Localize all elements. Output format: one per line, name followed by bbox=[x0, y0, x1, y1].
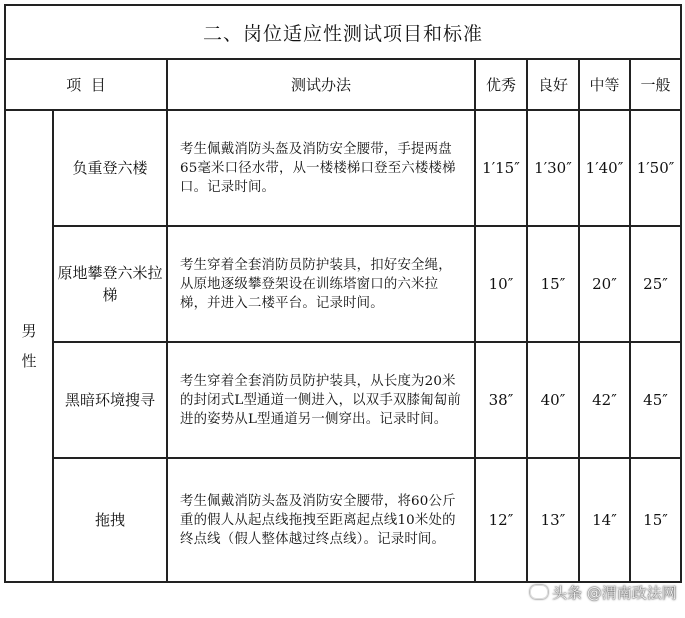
score-excellent: 10″ bbox=[475, 226, 527, 342]
gender-cell: 男 性 bbox=[5, 110, 53, 582]
watermark-text: 头条 @渭南政法网 bbox=[552, 583, 677, 602]
header-good: 良好 bbox=[527, 59, 579, 110]
item-name: 负重登六楼 bbox=[53, 110, 167, 226]
watermark bbox=[530, 572, 680, 612]
score-medium: 20″ bbox=[579, 226, 630, 342]
method-text: 考生佩戴消防头盔及消防安全腰带，将60公斤重的假人从起点线拖拽至距离起点线10米处的终点线（假人整体越过终点线）。记录时间。 bbox=[167, 458, 475, 582]
score-excellent: 1′15″ bbox=[475, 110, 527, 226]
table-title: 二、岗位适应性测试项目和标准 bbox=[5, 5, 681, 59]
header-medium: 中等 bbox=[579, 59, 630, 110]
score-excellent: 12″ bbox=[475, 458, 527, 582]
table-row bbox=[5, 342, 681, 458]
score-medium: 14″ bbox=[579, 458, 630, 582]
standards-table bbox=[4, 4, 682, 583]
score-medium: 42″ bbox=[579, 342, 630, 458]
score-excellent: 38″ bbox=[475, 342, 527, 458]
header-average: 一般 bbox=[630, 59, 681, 110]
item-name: 拖拽 bbox=[53, 458, 167, 582]
header-excellent: 优秀 bbox=[475, 59, 527, 110]
header-item: 项 目 bbox=[5, 59, 167, 110]
score-average: 45″ bbox=[630, 342, 681, 458]
item-name: 原地攀登六米拉梯 bbox=[53, 226, 167, 342]
score-medium: 1′40″ bbox=[579, 110, 630, 226]
method-text: 考生穿着全套消防员防护装具，扣好安全绳，从原地逐级攀登架设在训练塔窗口的六米拉梯，并进入二楼平台。记录时间。 bbox=[167, 226, 475, 342]
method-text: 考生佩戴消防头盔及消防安全腰带，手提两盘65毫米口径水带，从一楼楼梯口登至六楼楼梯口。记录时间。 bbox=[167, 110, 475, 226]
score-average: 15″ bbox=[630, 458, 681, 582]
table-row bbox=[5, 226, 681, 342]
score-good: 1′30″ bbox=[527, 110, 579, 226]
table-row bbox=[5, 110, 681, 226]
score-good: 15″ bbox=[527, 226, 579, 342]
score-average: 1′50″ bbox=[630, 110, 681, 226]
method-text: 考生穿着全套消防员防护装具，从长度为20米的封闭式L型通道一侧进入，以双手双膝匍匐前进的姿势从L型通道另一侧穿出。记录时间。 bbox=[167, 342, 475, 458]
watermark-logo-icon bbox=[530, 585, 548, 599]
table-row bbox=[5, 458, 681, 582]
score-average: 25″ bbox=[630, 226, 681, 342]
item-name: 黑暗环境搜寻 bbox=[53, 342, 167, 458]
score-good: 13″ bbox=[527, 458, 579, 582]
score-good: 40″ bbox=[527, 342, 579, 458]
header-method: 测试办法 bbox=[167, 59, 475, 110]
